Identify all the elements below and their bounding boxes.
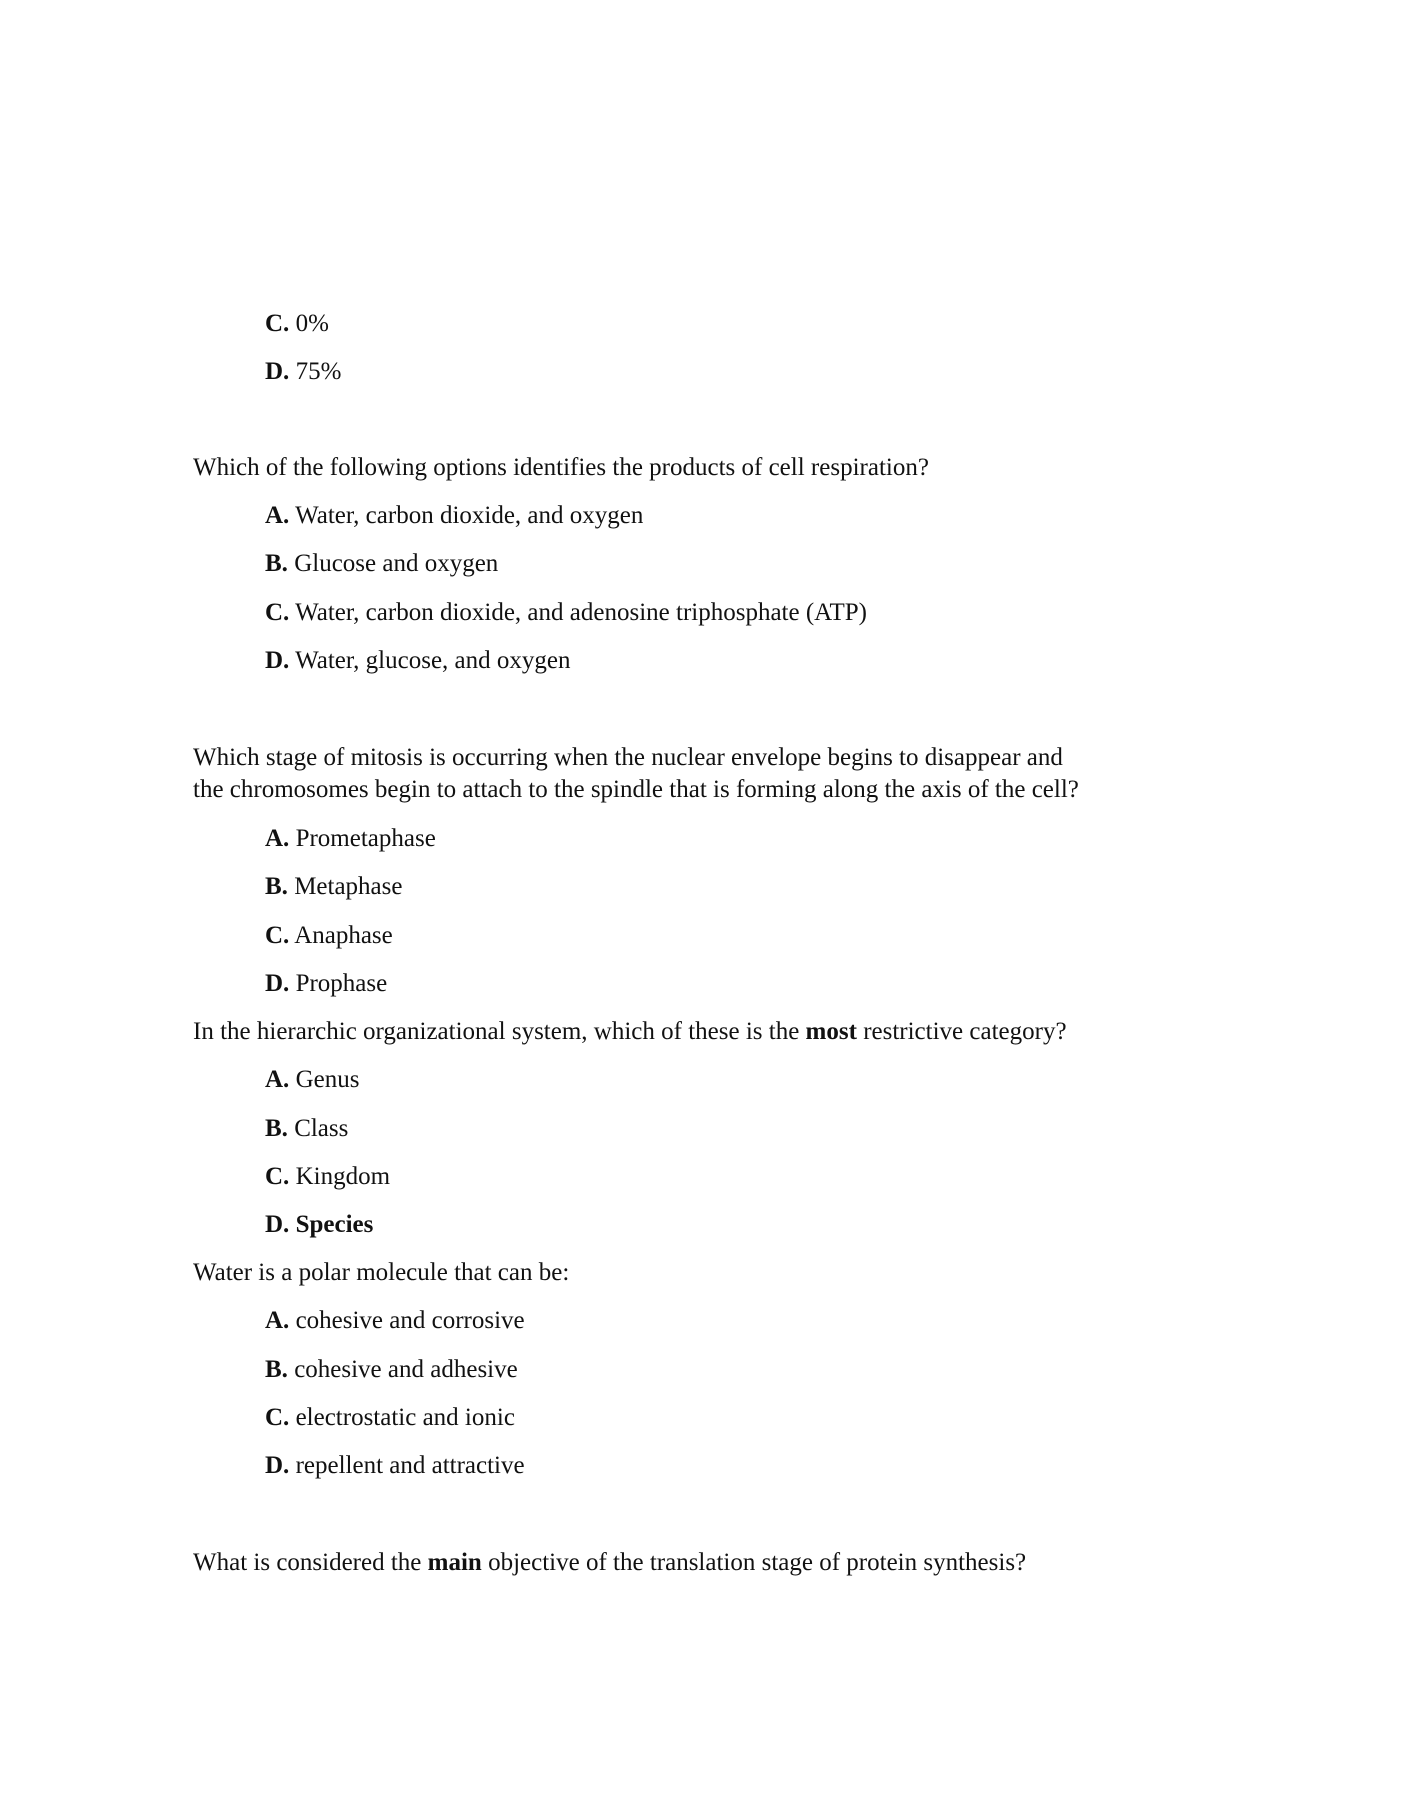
option-text: Genus	[295, 1066, 360, 1093]
option-letter: D.	[265, 647, 290, 674]
option-letter: B.	[265, 1356, 288, 1383]
option-text: Class	[294, 1115, 349, 1142]
option-letter: C.	[265, 310, 290, 337]
option-letter: B.	[265, 1115, 288, 1142]
option-a	[265, 500, 643, 532]
question-stem-line: Which stage of mitosis is occurring when the nuclear envelope begins to disappear and	[193, 744, 1063, 771]
question-stem-text: In the hierarchic organizational system, which of these is the	[193, 1018, 806, 1045]
question-stem: Which of the following options identifies the products of cell respiration?	[193, 454, 929, 481]
question-stem-line: the chromosomes begin to attach to the spindle that is forming along the axis of the cell?	[193, 776, 1079, 803]
question-stem	[193, 742, 1193, 806]
option-text: Anaphase	[294, 922, 393, 949]
option-letter: A.	[265, 1307, 290, 1334]
option-text: repellent and attractive	[295, 1452, 525, 1479]
option-c	[265, 1161, 390, 1193]
option-letter: B.	[265, 550, 288, 577]
option-c	[265, 1402, 515, 1434]
option-letter: B.	[265, 873, 288, 900]
option-letter: C.	[265, 599, 290, 626]
option-text: Species	[295, 1211, 374, 1238]
option-text: Prophase	[295, 970, 388, 997]
option-c	[265, 308, 329, 340]
option-letter: C.	[265, 922, 290, 949]
option-letter: A.	[265, 1066, 290, 1093]
option-d	[265, 645, 571, 677]
option-letter: A.	[265, 502, 290, 529]
option-c	[265, 597, 867, 629]
question-stem-emphasis: main	[427, 1549, 482, 1576]
option-d	[265, 968, 387, 1000]
option-b	[265, 1113, 348, 1145]
option-a	[265, 823, 436, 855]
option-letter: C.	[265, 1404, 290, 1431]
option-b	[265, 548, 498, 580]
question-stem-text: What is considered the	[193, 1549, 428, 1576]
option-letter: D.	[265, 1211, 290, 1238]
question-stem-text: restrictive category?	[856, 1018, 1067, 1045]
option-text: Prometaphase	[295, 825, 436, 852]
option-a	[265, 1305, 525, 1337]
option-d	[265, 1209, 373, 1241]
question-stem	[193, 1547, 1193, 1579]
question-stem	[193, 1016, 1193, 1048]
option-c	[265, 920, 393, 952]
option-text: Kingdom	[295, 1163, 391, 1190]
question-stem: Water is a polar molecule that can be:	[193, 1259, 570, 1286]
option-text: Glucose and oxygen	[294, 550, 499, 577]
option-a	[265, 1064, 359, 1096]
option-letter: C.	[265, 1163, 290, 1190]
option-text: Water, carbon dioxide, and oxygen	[295, 502, 644, 529]
option-b	[265, 871, 402, 903]
question-stem-text: objective of the translation stage of protein synthesis?	[481, 1549, 1027, 1576]
option-d	[265, 1450, 525, 1482]
option-letter: D.	[265, 970, 290, 997]
option-text: Metaphase	[294, 873, 403, 900]
option-letter: D.	[265, 1452, 290, 1479]
option-text: cohesive and adhesive	[294, 1356, 518, 1383]
question-stem-emphasis: most	[805, 1018, 857, 1045]
option-b	[265, 1354, 518, 1386]
option-d	[265, 356, 341, 388]
option-text: 75%	[295, 358, 342, 385]
option-letter: D.	[265, 358, 290, 385]
option-text: electrostatic and ionic	[295, 1404, 515, 1431]
option-text: Water, glucose, and oxygen	[295, 647, 571, 674]
option-text: Water, carbon dioxide, and adenosine triphosphate (ATP)	[295, 599, 867, 626]
option-text: cohesive and corrosive	[295, 1307, 525, 1334]
option-text: 0%	[295, 310, 329, 337]
option-letter: A.	[265, 825, 290, 852]
